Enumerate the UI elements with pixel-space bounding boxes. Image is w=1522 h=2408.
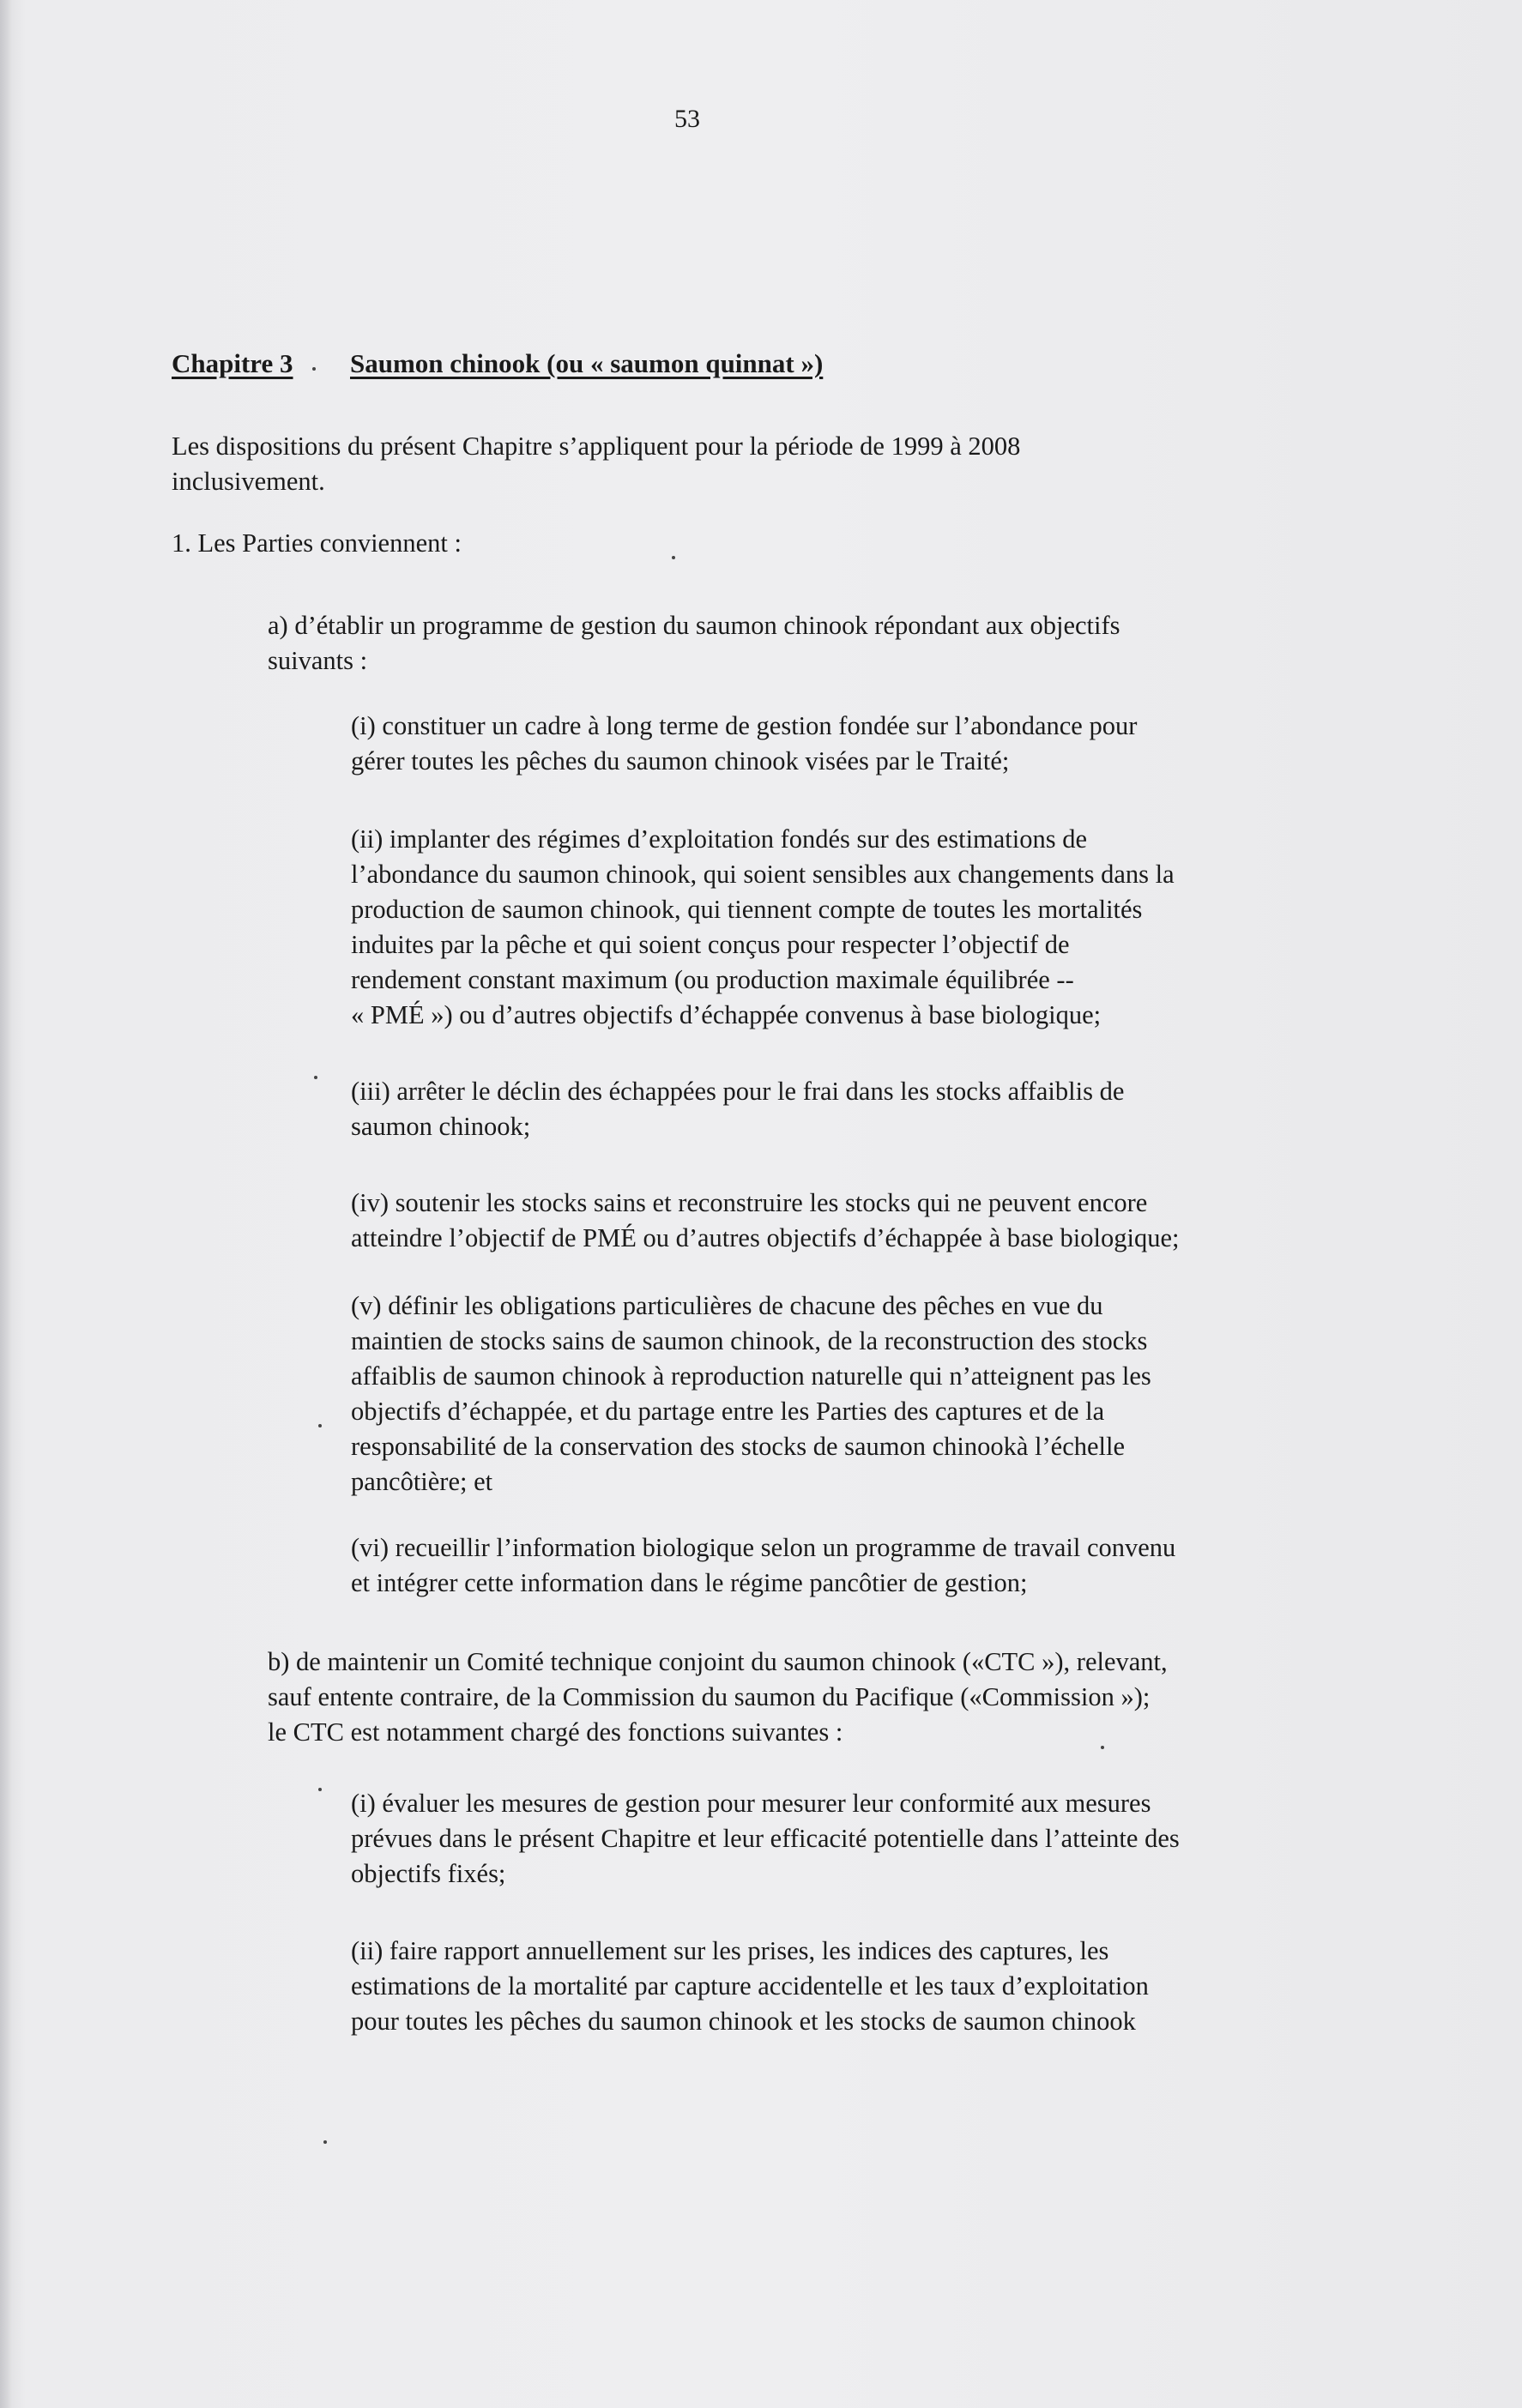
intro-paragraph: Les dispositions du présent Chapitre s’appliquent pour la période de 1999 à 2008 inclusivement.	[172, 432, 1021, 496]
chapter-heading	[172, 348, 824, 379]
scan-speck	[318, 1424, 322, 1427]
item-a-v: (v) définir les obligations particulières de chacune des pêches en vue du maintien de stocks sains de saumon chinook, de la reconstruction des stocks affaiblis de saumon chinook à reproduction naturelle qui n’atteignent pas les objectifs d’échappée, et du partage entre les Parties des captures et de la responsabilité de la conservation des stocks de saumon chinookà l’échelle pancôtière; et	[351, 1291, 1151, 1496]
page-number: 53	[674, 105, 700, 133]
item-a: a) d’établir un programme de gestion du saumon chinook répondant aux objectifs suivants :	[268, 611, 1120, 675]
scan-speck	[312, 367, 316, 371]
scan-speck	[672, 556, 675, 559]
item-a-iv: (iv) soutenir les stocks sains et reconstruire les stocks qui ne peuvent encore atteindre l’objectif de PMÉ ou d’autres objectifs d’échappée à base biologique;	[351, 1188, 1180, 1252]
item-a-i: (i) constituer un cadre à long terme de gestion fondée sur l’abondance pour gérer toutes les pêches du saumon chinook visées par le Traité;	[351, 711, 1138, 776]
chapter-title: Saumon chinook (ou « saumon quinnat »)	[350, 348, 824, 378]
item-a-ii: (ii) implanter des régimes d’exploitation fondés sur des estimations de l’abondance du saumon chinook, qui soient sensibles aux changements dans la production de saumon chinook, qui tiennent compte de toutes les mortalités induites par la pêche et qui soient conçus pour respecter l’objectif de rendement constant maximum (ou production maximale équilibrée -- « PMÉ ») ou d’autres objectifs d’échappée convenus à base biologique;	[351, 824, 1175, 1029]
item-a-vi: (vi) recueillir l’information biologique selon un programme de travail convenu et intégrer cette information dans le régime pancôtier de gestion;	[351, 1533, 1176, 1597]
scan-speck	[1101, 1746, 1104, 1749]
scan-speck	[318, 1788, 322, 1791]
item-b-i: (i) évaluer les mesures de gestion pour mesurer leur conformité aux mesures prévues dans le présent Chapitre et leur efficacité potentielle dans l’atteinte des objectifs fixés;	[351, 1789, 1180, 1888]
scan-speck	[314, 1076, 317, 1079]
item-1-intro: 1. Les Parties conviennent :	[172, 528, 462, 558]
page-edge-shadow	[0, 0, 12, 2408]
item-b-ii: (ii) faire rapport annuellement sur les prises, les indices des captures, les estimations de la mortalité par capture accidentelle et les taux d’exploitation pour toutes les pêches du saumon chinook et les stocks de saumon chinook	[351, 1936, 1149, 2036]
chapter-number: Chapitre 3	[172, 348, 293, 378]
item-b: b) de maintenir un Comité technique conjoint du saumon chinook («CTC »), relevant, sauf entente contraire, de la Commission du saumon du Pacifique («Commission »); le CTC est notamment chargé des fonctions suivantes :	[268, 1647, 1168, 1747]
item-a-iii: (iii) arrêter le déclin des échappées pour le frai dans les stocks affaiblis de saumon chinook;	[351, 1077, 1125, 1141]
scan-speck	[323, 2140, 327, 2144]
